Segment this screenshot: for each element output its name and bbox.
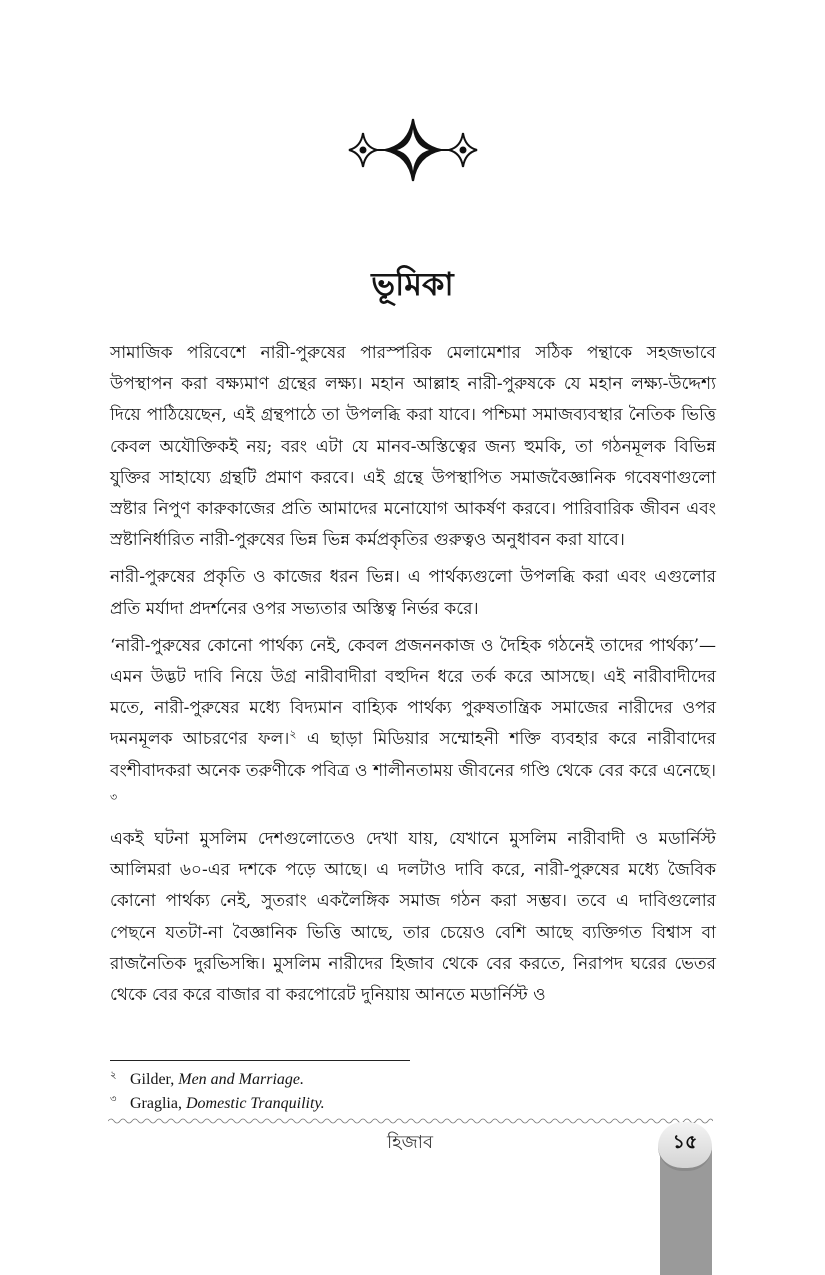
paragraph [110,631,716,818]
footnote-item: ২ Gilder, Men and Marriage. [110,1069,304,1088]
paragraph-text: ‘নারী-পুরুষের কোনো পার্থক্য নেই, কেবল প্রজননকাজ ও দৈহিক গঠনেই তাদের পার্থক্য’—এমন উদ্ভট দাবি নিয়ে উগ্র নারীবাদীরা বহুদিন ধরে তর্ক করে আসছে। এই নারীবাদীদের মতে, নারী-পুরুষের মধ্যে বিদ্যমান বাহ্যিক পার্থক্য পুরুষতান্ত্রিক সমাজের নারীদের ওপর দমনমূলক আচরণের ফল। [110,635,716,750]
footnote-author: Graglia, [130,1095,182,1112]
footnote-ref[interactable]: ২ [289,727,297,741]
diamond-star-ornament-icon [345,115,481,185]
footer-wavy-divider [108,1116,713,1126]
footnote-ref[interactable]: ৩ [110,790,118,804]
footnote-title: Domestic Tranquility. [185,1095,325,1112]
paragraph: একই ঘটনা মুসলিম দেশগুলোতেও দেখা যায়, যেখানে মুসলিম নারীবাদী ও মডার্নিস্ট আলিমরা ৬০-এর দশকে পড়ে আছে। এ দলটাও দাবি করে, নারী-পুরুষের মধ্যে জৈবিক কোনো পার্থক্য নেই, সুতরাং একলৈঙ্গিক সমাজ গঠন করা সম্ভব। তবে এ দাবিগুলোর পেছনে যতটা-না বৈজ্ঞানিক ভিত্তি আছে, তার চেয়েও বেশি আছে ব্যক্তিগত বিশ্বাস বা রাজনৈতিক দুরভিসন্ধি। মুসলিম নারীদের হিজাব থেকে বের করতে, নিরাপদ ঘরের ভেতর থেকে বের করে বাজার বা করপোরেট দুনিয়ায় আনতে মডার্নিস্ট ও [110,829,716,1006]
page-number: ১৫ [672,1131,698,1153]
footnote-author: Gilder, [130,1071,175,1088]
footnote-item: ৩ Graglia, Domestic Tranquility. [110,1093,325,1112]
running-title: হিজাব [387,1132,433,1153]
paragraph-text: এ ছাড়া মিডিয়ার সম্মোহনী শক্তি ব্যবহার করে নারীবাদের বংশীবাদকরা অনেক তরুণীকে পবিত্র ও শালীনতাময় জীবনের গণ্ডি থেকে বের করে এনেছে। [110,729,716,781]
footnotes [110,1068,610,1116]
main-text [110,338,716,1017]
footnote-divider [110,1060,410,1061]
paragraph: নারী-পুরুষের প্রকৃতি ও কাজের ধরন ভিন্ন। এ পার্থক্যগুলো উপলব্ধি করা এবং এগুলোর প্রতি মর্যাদা প্রদর্শনের ওপর সভ্যতার অস্তিত্ব নির্ভর করে। [110,567,716,619]
footnote-title: Men and Marriage. [178,1071,304,1088]
paragraph: সামাজিক পরিবেশে নারী-পুরুষের পারস্পরিক মেলামেশার সঠিক পন্থাকে সহজভাবে উপস্থাপন করা বক্ষ্যমাণ গ্রন্থের লক্ষ্য। মহান আল্লাহ নারী-পুরুষকে যে মহান লক্ষ্য-উদ্দেশ্য দিয়ে পাঠিয়েছেন, এই গ্রন্থপাঠে তা উপলব্ধি করা যাবে। পশ্চিমা সমাজব্যবস্থার নৈতিক ভিত্তি কেবল অযৌক্তিকই নয়; বরং এটা যে মানব-অস্তিত্বের জন্য হুমকি, তা গঠনমূলক বিভিন্ন যুক্তির সাহায্যে গ্রন্থটি প্রমাণ করবে। এই গ্রন্থে উপস্থাপিত সমাজবৈজ্ঞানিক গবেষণাগুলো স্রষ্টার নিপুণ কারুকাজের প্রতি আমাদের মনোযোগ আকর্ষণ করবে। পারিবারিক জীবন এবং স্রষ্টানির্ধারিত নারী-পুরুষের ভিন্ন ভিন্ন কর্মপ্রকৃতির গুরুত্বও অনুধাবন করা যাবে। [110,343,716,551]
page-title: ভূমিকা [371,265,454,303]
